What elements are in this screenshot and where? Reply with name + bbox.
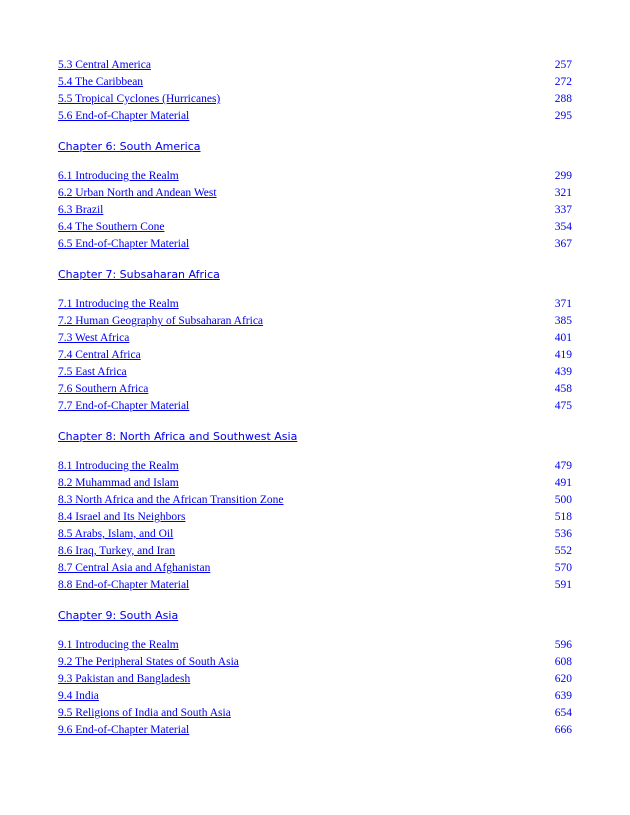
toc-entry-page[interactable]: 439 bbox=[554, 366, 572, 378]
toc-entry[interactable] bbox=[58, 236, 572, 253]
toc-entry[interactable] bbox=[58, 91, 572, 108]
toc-entry-title[interactable]: 6.2 Urban North and Andean West bbox=[58, 187, 217, 199]
toc-entry[interactable] bbox=[58, 526, 572, 543]
toc-entry-title[interactable]: 7.2 Human Geography of Subsaharan Africa bbox=[58, 315, 264, 327]
toc-entry-title[interactable]: 9.5 Religions of India and South Asia bbox=[58, 707, 231, 719]
toc-entry-title[interactable]: 5.4 The Caribbean bbox=[58, 76, 144, 88]
toc-entry[interactable] bbox=[58, 296, 572, 313]
toc-entry-page[interactable]: 419 bbox=[554, 349, 572, 361]
toc-entry-page[interactable]: 257 bbox=[554, 59, 572, 71]
toc-section-9 bbox=[58, 607, 572, 739]
toc-entry-title[interactable]: 9.3 Pakistan and Bangladesh bbox=[58, 673, 191, 685]
toc-entry-title[interactable]: 7.7 End-of-Chapter Material bbox=[58, 400, 190, 412]
toc-entry-title[interactable]: 5.3 Central America bbox=[58, 59, 151, 71]
toc-entry[interactable] bbox=[58, 57, 572, 74]
toc-entry[interactable] bbox=[58, 185, 572, 202]
toc-entry[interactable] bbox=[58, 364, 572, 381]
toc-section-6 bbox=[58, 138, 572, 253]
toc-entry-title[interactable]: 9.1 Introducing the Realm bbox=[58, 639, 179, 651]
toc-entry[interactable] bbox=[58, 74, 572, 91]
toc-section-8 bbox=[58, 428, 572, 594]
toc-entry-title[interactable]: 5.6 End-of-Chapter Material bbox=[58, 110, 190, 122]
chapter-heading-9[interactable]: Chapter 9: South Asia bbox=[58, 609, 179, 622]
toc-entry-page[interactable]: 552 bbox=[554, 545, 572, 557]
toc-section-7 bbox=[58, 266, 572, 415]
toc-entry-page[interactable]: 654 bbox=[554, 707, 572, 719]
toc-entry-page[interactable]: 354 bbox=[554, 221, 572, 233]
toc-page bbox=[58, 57, 572, 739]
toc-entry-page[interactable]: 337 bbox=[554, 204, 572, 216]
toc-entry[interactable] bbox=[58, 458, 572, 475]
toc-entry-title[interactable]: 8.3 North Africa and the African Transition Zone bbox=[58, 494, 284, 506]
toc-entry-title[interactable]: 8.8 End-of-Chapter Material bbox=[58, 579, 190, 591]
toc-entry-page[interactable]: 570 bbox=[554, 562, 572, 574]
toc-entry-page[interactable]: 491 bbox=[554, 477, 572, 489]
toc-entry[interactable] bbox=[58, 509, 572, 526]
toc-entry[interactable] bbox=[58, 560, 572, 577]
toc-entry-title[interactable]: 9.6 End-of-Chapter Material bbox=[58, 724, 190, 736]
toc-section-5 bbox=[58, 57, 572, 125]
toc-entry-title[interactable]: 8.7 Central Asia and Afghanistan bbox=[58, 562, 211, 574]
toc-entry-title[interactable]: 9.4 India bbox=[58, 690, 99, 702]
toc-entry[interactable] bbox=[58, 381, 572, 398]
toc-entry-page[interactable]: 500 bbox=[554, 494, 572, 506]
toc-entry-page[interactable]: 596 bbox=[554, 639, 572, 651]
toc-entry[interactable] bbox=[58, 313, 572, 330]
toc-entry[interactable] bbox=[58, 108, 572, 125]
toc-entry-page[interactable]: 479 bbox=[554, 460, 572, 472]
toc-entry[interactable] bbox=[58, 492, 572, 509]
toc-entry-page[interactable]: 458 bbox=[554, 383, 572, 395]
toc-entry-title[interactable]: 8.1 Introducing the Realm bbox=[58, 460, 179, 472]
chapter-heading-8[interactable]: Chapter 8: North Africa and Southwest Asia bbox=[58, 430, 298, 443]
toc-entry-page[interactable]: 666 bbox=[554, 724, 572, 736]
toc-entry-title[interactable]: 7.1 Introducing the Realm bbox=[58, 298, 179, 310]
toc-entry-title[interactable]: 6.4 The Southern Cone bbox=[58, 221, 165, 233]
toc-entry-page[interactable]: 295 bbox=[554, 110, 572, 122]
toc-entry-page[interactable]: 299 bbox=[554, 170, 572, 182]
toc-entry[interactable] bbox=[58, 654, 572, 671]
chapter-heading-7[interactable]: Chapter 7: Subsaharan Africa bbox=[58, 268, 220, 281]
chapter-heading-6[interactable]: Chapter 6: South America bbox=[58, 140, 201, 153]
toc-entry-page[interactable]: 475 bbox=[554, 400, 572, 412]
toc-entry[interactable] bbox=[58, 398, 572, 415]
toc-entry-page[interactable]: 371 bbox=[554, 298, 572, 310]
toc-entry[interactable] bbox=[58, 577, 572, 594]
toc-entry-title[interactable]: 7.6 Southern Africa bbox=[58, 383, 149, 395]
toc-entry[interactable] bbox=[58, 543, 572, 560]
toc-entry-page[interactable]: 385 bbox=[554, 315, 572, 327]
toc-entry-title[interactable]: 8.5 Arabs, Islam, and Oil bbox=[58, 528, 174, 540]
toc-entry-page[interactable]: 620 bbox=[554, 673, 572, 685]
toc-entry-title[interactable]: 8.4 Israel and Its Neighbors bbox=[58, 511, 186, 523]
toc-entry[interactable] bbox=[58, 475, 572, 492]
toc-entry-title[interactable]: 7.3 West Africa bbox=[58, 332, 130, 344]
toc-entry-page[interactable]: 321 bbox=[554, 187, 572, 199]
toc-entry-title[interactable]: 5.5 Tropical Cyclones (Hurricanes) bbox=[58, 93, 221, 105]
toc-entry-title[interactable]: 6.3 Brazil bbox=[58, 204, 104, 216]
toc-entry-page[interactable]: 367 bbox=[554, 238, 572, 250]
toc-entry-page[interactable]: 518 bbox=[554, 511, 572, 523]
toc-entry[interactable] bbox=[58, 688, 572, 705]
toc-entry[interactable] bbox=[58, 330, 572, 347]
toc-entry[interactable] bbox=[58, 347, 572, 364]
toc-entry-page[interactable]: 608 bbox=[554, 656, 572, 668]
toc-entry-title[interactable]: 7.4 Central Africa bbox=[58, 349, 141, 361]
toc-entry-page[interactable]: 401 bbox=[554, 332, 572, 344]
toc-entry[interactable] bbox=[58, 722, 572, 739]
toc-entry-title[interactable]: 6.1 Introducing the Realm bbox=[58, 170, 179, 182]
toc-entry[interactable] bbox=[58, 219, 572, 236]
toc-entry[interactable] bbox=[58, 637, 572, 654]
toc-entry[interactable] bbox=[58, 168, 572, 185]
toc-entry-page[interactable]: 639 bbox=[554, 690, 572, 702]
toc-entry-title[interactable]: 7.5 East Africa bbox=[58, 366, 127, 378]
toc-entry-page[interactable]: 272 bbox=[554, 76, 572, 88]
toc-entry-page[interactable]: 288 bbox=[554, 93, 572, 105]
toc-entry-title[interactable]: 6.5 End-of-Chapter Material bbox=[58, 238, 190, 250]
toc-entry[interactable] bbox=[58, 202, 572, 219]
toc-entry-page[interactable]: 536 bbox=[554, 528, 572, 540]
toc-entry-title[interactable]: 8.6 Iraq, Turkey, and Iran bbox=[58, 545, 176, 557]
toc-entry-title[interactable]: 9.2 The Peripheral States of South Asia bbox=[58, 656, 239, 668]
toc-entry-title[interactable]: 8.2 Muhammad and Islam bbox=[58, 477, 179, 489]
toc-entry[interactable] bbox=[58, 705, 572, 722]
toc-entry[interactable] bbox=[58, 671, 572, 688]
toc-entry-page[interactable]: 591 bbox=[554, 579, 572, 591]
